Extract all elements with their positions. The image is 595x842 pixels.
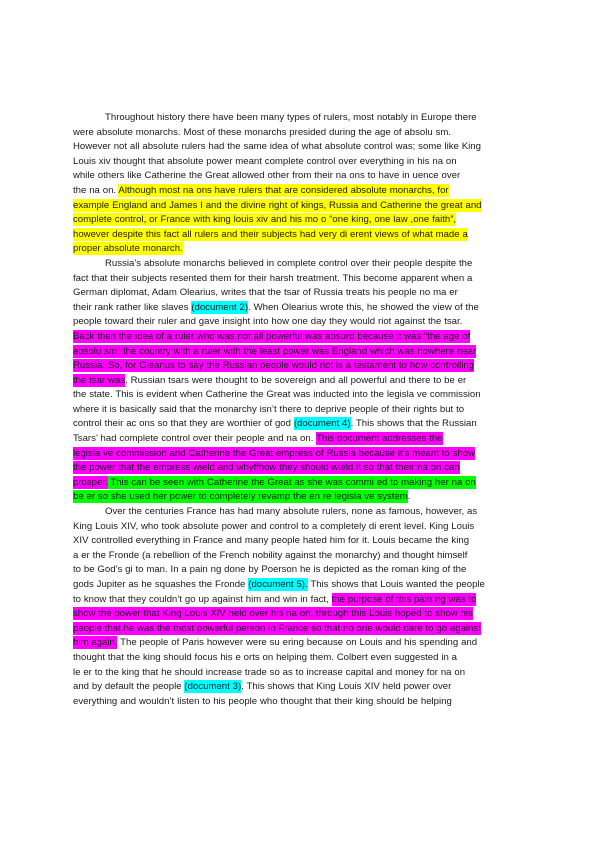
highlighted-text-yellow: however despite this fact all rulers and their subjects had very di erent views of what made a xyxy=(73,228,468,240)
highlighted-text-magenta: absolu sm” the country with a ruler with the least power was England which was nowhere near xyxy=(73,345,477,357)
essay-line xyxy=(73,140,527,155)
text-segment: This shows that Louis wanted the people xyxy=(307,579,485,590)
text-segment: . xyxy=(407,491,411,503)
text-segment: to be God’s gi to man. In a pain ng done by Poerson he is depicted as the roman king of the xyxy=(73,564,467,576)
essay-line xyxy=(73,417,527,432)
essay-line xyxy=(73,534,527,549)
text-segment: everything and wouldn’t listen to his people who thought that their king should be helping xyxy=(73,695,452,707)
highlighted-text-cyan: (document 4) xyxy=(293,418,351,430)
text-segment: XIV controlled everything in France and many people hated him for it. Louis became the king xyxy=(73,535,470,547)
text-segment: were absolute monarchs. Most of these monarchs presided during the age of absolu sm. xyxy=(73,126,452,138)
essay-line xyxy=(73,213,527,228)
text-segment: . Russian tsars were thought to be sovereign and all powerful and there to be er xyxy=(125,374,467,386)
essay-line xyxy=(73,505,527,520)
text-segment: . This shows that King Louis XIV held power over xyxy=(241,681,452,693)
text-segment: le er to the king that he should increase trade so as to increase capital and money for na on xyxy=(73,666,466,678)
essay-line xyxy=(73,593,527,608)
highlighted-text-green: This can be seen with Catherine the Great as she was commi ed to making her na on xyxy=(107,476,476,488)
highlighted-text-cyan: (document 3) xyxy=(184,681,242,693)
highlighted-text-magenta: legisla ve commission and Catherine the Great empress of Russia because it’s meant to show xyxy=(73,447,476,459)
essay-line xyxy=(73,286,527,301)
essay-line xyxy=(73,549,527,564)
essay-line xyxy=(73,272,527,287)
text-segment: their rank rather like slaves xyxy=(73,301,192,313)
essay-line xyxy=(73,476,527,491)
text-segment: and by default the people xyxy=(73,681,185,693)
text-segment: the state. This is evident when Catherine the Great was inducted into the legisla ve commission xyxy=(73,389,481,401)
essay-line xyxy=(73,636,527,651)
text-segment: thought that the king should focus his e orts on helping them. Colbert even suggested in a xyxy=(73,651,457,663)
text-segment: King Louis XIV, who took absolute power and control to a completely di erent level. King Louis xyxy=(73,520,475,532)
essay-line xyxy=(73,359,527,374)
highlighted-text-yellow: example England and James I and the divine right of kings, Russia and Catherine the great and xyxy=(73,199,482,211)
highlighted-text-magenta: show the power that King Louis XIV held over his na on, through this Louis hoped to show his xyxy=(73,608,473,620)
essay-line xyxy=(73,126,527,141)
text-segment: German diplomat, Adam Olearius, writes that the tsar of Russia treats his people no ma er xyxy=(73,287,458,299)
highlighted-text-yellow: proper absolute monarch. xyxy=(73,243,183,255)
highlighted-text-magenta: people that he was the most powerful person in France so that no one would dare to go against xyxy=(73,622,481,634)
highlighted-text-magenta: the tsar was xyxy=(73,374,126,386)
text-segment: to know that they couldn’t go up against him and win in fact, xyxy=(73,593,332,605)
essay-line xyxy=(73,520,527,535)
essay-line xyxy=(73,666,527,681)
essay-line xyxy=(73,199,527,214)
text-segment: fact that their subjects resented them for their harsh treatment. This become apparent when a xyxy=(73,272,473,284)
text-segment: control their ac ons so that they are worthier of god xyxy=(73,418,294,430)
essay-line xyxy=(73,461,527,476)
essay-line xyxy=(73,330,527,345)
text-segment: gods Jupiter as he squashes the Fronde xyxy=(73,579,249,590)
text-segment: Russia’s absolute monarchs believed in complete control over their people despite the xyxy=(105,257,473,269)
essay-line xyxy=(73,578,527,593)
essay-line xyxy=(73,680,527,695)
essay-line xyxy=(73,388,527,403)
essay-line xyxy=(73,242,527,257)
essay-line xyxy=(73,374,527,389)
highlighted-text-cyan: (document 2) xyxy=(191,301,249,313)
highlighted-text-magenta: the purpose of this pain ng was to xyxy=(331,593,477,605)
essay-line xyxy=(73,490,527,505)
essay-line xyxy=(73,315,527,330)
highlighted-text-magenta: prosper. xyxy=(73,476,108,488)
highlighted-text-yellow: complete control, or France with king louis xiv and his mo o “one king, one law ,one faith”, xyxy=(73,214,457,226)
text-segment: However not all absolute rulers had the same idea of what absolute control was; some like King xyxy=(73,141,481,153)
highlighted-text-yellow: Although most na ons have rulers that are considered absolute monarchs, for xyxy=(118,184,449,196)
text-segment: while others like Catherine the Great allowed other from their na ons to have in uence over xyxy=(73,170,461,182)
highlighted-text-magenta: This document addresses the xyxy=(316,433,443,445)
highlighted-text-green: be er so she used her power to completely revamp the en re legisla ve system xyxy=(73,491,408,503)
text-segment: people toward their ruler and gave insight into how one day they would riot against the tsar. xyxy=(73,316,463,328)
text-segment: Louis xiv thought that absolute power meant complete control over everything in his na on xyxy=(73,155,457,167)
essay-line xyxy=(73,563,527,578)
essay-line xyxy=(73,607,527,622)
text-segment: a er the Fronde (a rebellion of the French nobility against the monarchy) and thought himself xyxy=(73,549,468,561)
essay-line xyxy=(73,169,527,184)
essay-line xyxy=(73,695,527,710)
essay-line xyxy=(73,345,527,360)
text-segment: Throughout history there have been many types of rulers, most notably in Europe there xyxy=(105,112,477,123)
text-segment: The people of Paris however were su ering because on Louis and his spending and xyxy=(117,637,478,649)
essay-line xyxy=(73,257,527,272)
essay-line xyxy=(73,228,527,243)
essay-line xyxy=(73,622,527,637)
essay-line xyxy=(73,155,527,170)
essay-line xyxy=(73,651,527,666)
highlighted-text-magenta: him again. xyxy=(73,637,118,649)
text-segment: . When Olearius wrote this, he showed the view of the xyxy=(248,301,479,313)
essay-line xyxy=(73,447,527,462)
highlighted-text-magenta: the power that the empress wield and whyffhow they should wield it so that their na on can xyxy=(73,462,460,474)
highlighted-text-cyan: (document 5). xyxy=(248,579,308,590)
highlighted-text-magenta: Russia. So, for Olearius to say the Russian people would riot is a testament to how controlling xyxy=(73,360,475,372)
text-segment: the na on. xyxy=(73,184,119,196)
text-segment: Tsars’ had complete control over their people and na on. xyxy=(73,433,317,445)
highlighted-text-magenta: Back then the idea of a ruler who was not all powerful was absurd because it was “the age of xyxy=(73,330,471,342)
text-segment: Over the centuries France has had many absolute rulers, none as famous, however, as xyxy=(105,506,478,518)
essay-line xyxy=(73,403,527,418)
essay-body xyxy=(73,111,527,709)
essay-line xyxy=(73,111,527,126)
text-segment: . This shows that the Russian xyxy=(350,418,477,430)
essay-line xyxy=(73,301,527,316)
essay-line xyxy=(73,184,527,199)
essay-line xyxy=(73,432,527,447)
text-segment: where it is basically said that the monarchy isn’t there to deprive people of their rights but to xyxy=(73,403,465,415)
